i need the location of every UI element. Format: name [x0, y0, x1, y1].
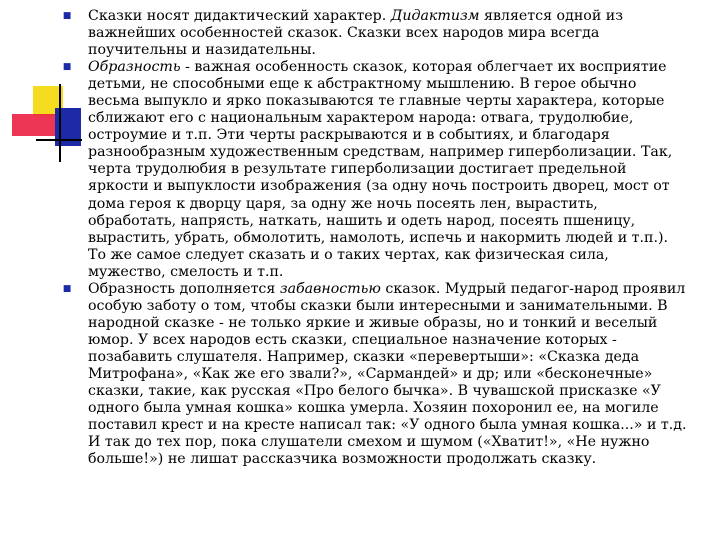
paragraph-imagery	[62, 59, 688, 281]
bullet-icon: ■	[62, 283, 72, 294]
paragraph-didactic	[62, 8, 688, 59]
slide-body	[62, 8, 688, 468]
emphasis-term: Дидактизм	[390, 8, 480, 24]
paragraph-text: - важная особенность сказок, которая облегчает их восприятие детьми, не способными еще к абстрактному мышлению. В герое обычно весьма выпукло и ярко показываются те главные черты характера, которые сближают его с национальным характером народа: отвага, трудолюбие, остроумие и т.п. Эти черты раскрываются и в событиях, и благодаря разнообразным художественным средствам, например гиперболизации. Так, черта трудолюбия в результате гиперболизации достигает предельной яркости и выпуклости изображения (за одну ночь построить дворец, мост от дома героя к дворцу царя, за одну же ночь посеять лен, вырастить, обработать, напрясть, наткать, нашить и одеть народ, посеять пшеницу, вырастить, убрать, обмолотить, намолоть, испечь и накормить людей и т.п.). То же самое следует сказать и о таких чертах, как физическая сила, мужество, смелость и т.п.	[88, 59, 673, 280]
emphasis-term: Образность	[88, 59, 181, 76]
paragraph-text: Образность дополняется	[88, 280, 280, 297]
paragraph-text: сказок. Мудрый педагог-народ проявил особую заботу о том, чтобы сказки были интересными и занимательными. В народной сказке - не только яркие и живые образы, но и тонкий и веселый юмор. У всех народов есть сказки, специальное назначение которых - позабавить слушателя. Например, сказки «перевертыши»: «Сказка деда Митрофана», «Как же его звали?», «Сармандей» и др; или «бесконечные» сказки, такие, как русская «Про белого бычка». В чувашской присказке «У одного была умная кошка» кошка умерла. Хозяин похоронил ее, на могиле поставил крест и на кресте написал так: «У одного была умная кошка...» и т.д. И так до тех пор, пока слушатели смехом и шумом («Хватит!», «Не нужно больше!») не лишат рассказчика возможности продолжать сказку.	[88, 280, 687, 468]
decorative-red-bar	[12, 114, 59, 136]
bullet-icon: ■	[62, 11, 72, 21]
emphasis-term: забавностью	[279, 280, 381, 297]
paragraph-text: является одной из важнейших особенностей сказок. Сказки всех народов мира всегда поучительны и назидательны.	[88, 8, 623, 59]
decorative-vertical-line	[59, 84, 61, 162]
bullet-icon: ■	[62, 62, 72, 73]
paragraph-amusement	[62, 280, 688, 469]
decorative-horizontal-line	[36, 139, 82, 141]
paragraph-text: Сказки носят дидактический характер.	[88, 8, 391, 24]
